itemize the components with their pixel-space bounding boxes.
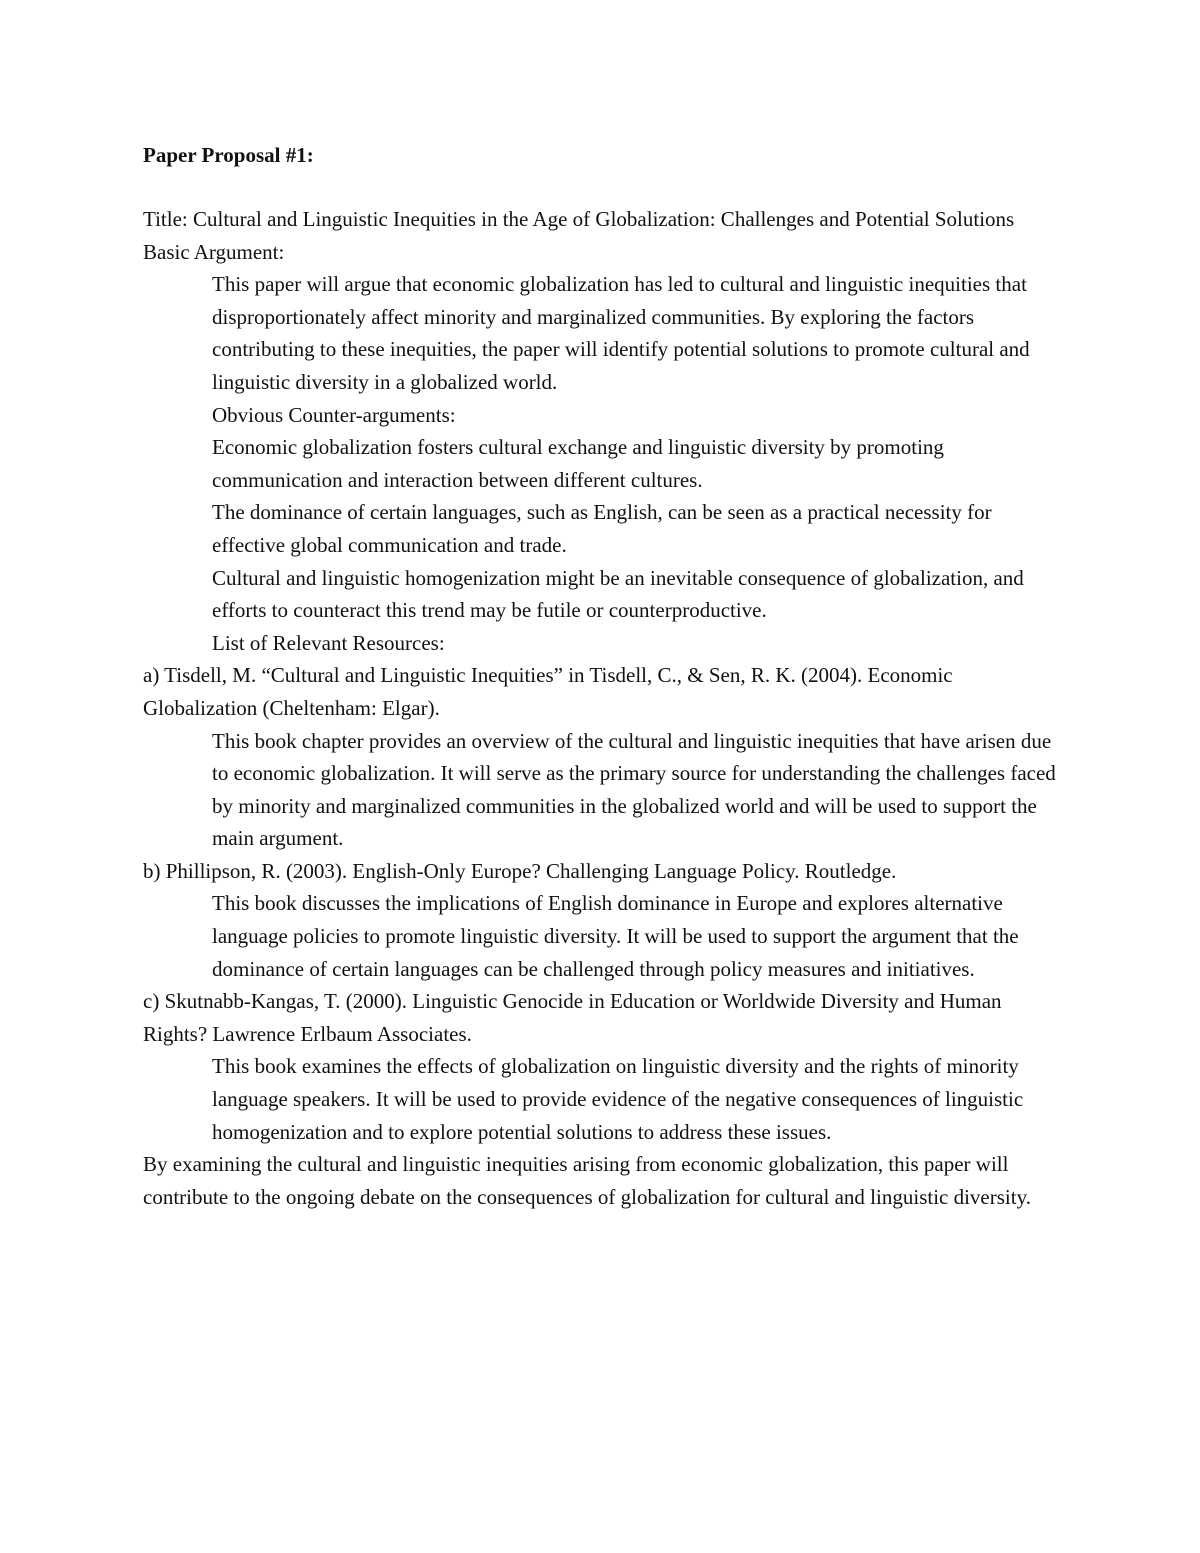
basic-argument-label: Basic Argument: bbox=[143, 239, 285, 264]
document-body bbox=[143, 139, 1063, 1213]
resource-b-annotation: This book discusses the implications of English dominance in Europe and explores alternative language policies to promote linguistic diversity. It will be used to support the argument that the dominance of certain languages can be challenged through policy measures and initiatives. bbox=[212, 891, 1019, 981]
conclusion-paragraph: By examining the cultural and linguistic inequities arising from economic globalization, this paper will contribute to the ongoing debate on the consequences of globalization for cultural and linguistic diversity. bbox=[143, 1152, 1031, 1209]
counter-argument-3: Cultural and linguistic homogenization might be an inevitable consequence of globalization, and efforts to counteract this trend may be futile or counterproductive. bbox=[212, 565, 1024, 623]
document-heading: Paper Proposal #1: bbox=[143, 143, 314, 167]
counter-argument-1: Economic globalization fosters cultural exchange and linguistic diversity by promoting communication and interaction between different cultures. bbox=[212, 435, 944, 492]
counter-argument-2: The dominance of certain languages, such as English, can be seen as a practical necessity for effective global communication and trade. bbox=[212, 500, 992, 557]
resource-c-citation: c) Skutnabb-Kangas, T. (2000). Linguistic Genocide in Education or Worldwide Diversity and Human Rights? Lawrence Erlbaum Associates. bbox=[143, 989, 1002, 1046]
paper-title: Title: Cultural and Linguistic Inequities in the Age of Globalization: Challenges and Potential Solutions bbox=[143, 207, 1015, 231]
resource-a-annotation: This book chapter provides an overview of the cultural and linguistic inequities that have arisen due to economic globalization. It will serve as the primary source for understanding the challenges faced by minority and marginalized communities in the globalized world and will be used to support the main argument. bbox=[212, 728, 1056, 851]
counter-arguments-label: Obvious Counter-arguments: bbox=[212, 402, 456, 427]
resource-a-citation: a) Tisdell, M. “Cultural and Linguistic Inequities” in Tisdell, C., & Sen, R. K. (2004). Economic Globalization (Cheltenham: Elgar). bbox=[143, 663, 953, 720]
resource-c-annotation: This book examines the effects of globalization on linguistic diversity and the rights of minority language speakers. It will be used to provide evidence of the negative consequences of linguistic homogenization and to explore potential solutions to address these issues. bbox=[212, 1054, 1024, 1144]
resources-label: List of Relevant Resources: bbox=[212, 630, 445, 655]
resource-b-citation: b) Phillipson, R. (2003). English-Only Europe? Challenging Language Policy. Routledge. bbox=[143, 858, 897, 883]
basic-argument-text: This paper will argue that economic globalization has led to cultural and linguistic inequities that disproportionately affect minority and marginalized communities. By exploring the factors contributing to these inequities, the paper will identify potential solutions to promote cultural and linguistic diversity in a globalized world. bbox=[212, 272, 1030, 394]
